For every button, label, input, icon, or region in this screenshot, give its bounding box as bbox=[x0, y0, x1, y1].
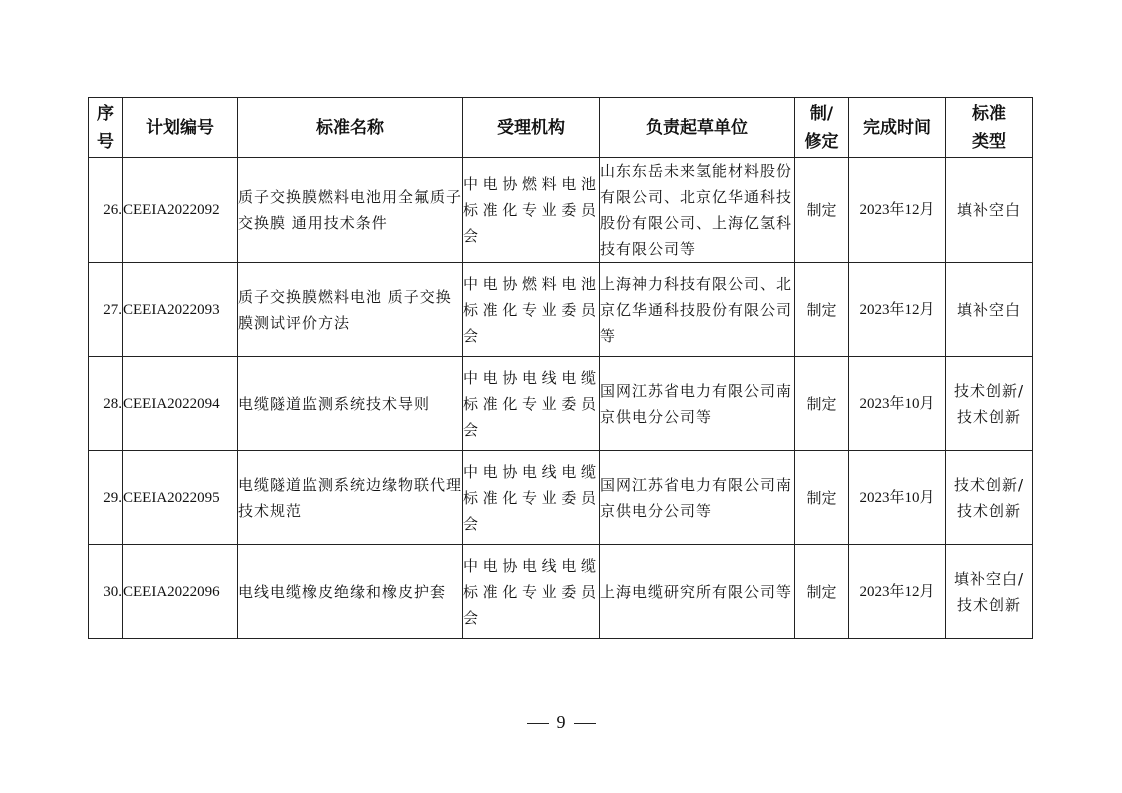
header-standard-name: 标准名称 bbox=[238, 98, 463, 158]
table-row bbox=[89, 263, 1033, 357]
row-plan-code: CEEIA2022095 bbox=[123, 451, 238, 545]
header-type: 制/ 修定 bbox=[795, 98, 849, 158]
row-plan-code: CEEIA2022093 bbox=[123, 263, 238, 357]
row-index: 27. bbox=[89, 263, 123, 357]
row-drafting-unit: 国网江苏省电力有限公司南京供电分公司等 bbox=[600, 451, 795, 545]
header-drafting-unit: 负责起草单位 bbox=[600, 98, 795, 158]
row-drafting-unit: 国网江苏省电力有限公司南京供电分公司等 bbox=[600, 357, 795, 451]
header-accepting-org: 受理机构 bbox=[463, 98, 600, 158]
standards-plan-table bbox=[88, 97, 1033, 639]
row-index: 28. bbox=[89, 357, 123, 451]
page-number: 9 bbox=[556, 712, 566, 732]
row-accepting-org: 中电协电线电缆标准化专业委员会 bbox=[463, 545, 600, 639]
row-standard-name: 质子交换膜燃料电池用全氟质子交换膜 通用技术条件 bbox=[238, 158, 463, 263]
row-accepting-org: 中电协电线电缆标准化专业委员会 bbox=[463, 357, 600, 451]
row-completion-time: 2023年12月 bbox=[849, 545, 946, 639]
row-type: 制定 bbox=[795, 158, 849, 263]
row-type: 制定 bbox=[795, 451, 849, 545]
row-standard-kind: 技术创新/技术创新 bbox=[946, 451, 1033, 545]
row-standard-name: 电线电缆橡皮绝缘和橡皮护套 bbox=[238, 545, 463, 639]
header-standard-kind: 标准 类型 bbox=[946, 98, 1033, 158]
row-standard-kind: 填补空白 bbox=[946, 158, 1033, 263]
footer-dash-right bbox=[574, 723, 596, 724]
row-drafting-unit: 上海神力科技有限公司、北京亿华通科技股份有限公司等 bbox=[600, 263, 795, 357]
table-row bbox=[89, 545, 1033, 639]
row-standard-name: 电缆隧道监测系统边缘物联代理技术规范 bbox=[238, 451, 463, 545]
table-row bbox=[89, 357, 1033, 451]
row-index: 26. bbox=[89, 158, 123, 263]
row-standard-kind: 填补空白/技术创新 bbox=[946, 545, 1033, 639]
row-standard-kind: 填补空白 bbox=[946, 263, 1033, 357]
row-completion-time: 2023年12月 bbox=[849, 263, 946, 357]
table-header-row bbox=[89, 98, 1033, 158]
row-accepting-org: 中电协燃料电池标准化专业委员会 bbox=[463, 263, 600, 357]
row-type: 制定 bbox=[795, 357, 849, 451]
header-plan-code: 计划编号 bbox=[123, 98, 238, 158]
table-row bbox=[89, 158, 1033, 263]
page-footer bbox=[0, 712, 1122, 733]
row-drafting-unit: 上海电缆研究所有限公司等 bbox=[600, 545, 795, 639]
row-standard-kind: 技术创新/技术创新 bbox=[946, 357, 1033, 451]
header-completion-time: 完成时间 bbox=[849, 98, 946, 158]
row-drafting-unit: 山东东岳未来氢能材料股份有限公司、北京亿华通科技股份有限公司、上海亿氢科技有限公司等 bbox=[600, 158, 795, 263]
row-type: 制定 bbox=[795, 545, 849, 639]
row-plan-code: CEEIA2022094 bbox=[123, 357, 238, 451]
row-plan-code: CEEIA2022092 bbox=[123, 158, 238, 263]
row-completion-time: 2023年12月 bbox=[849, 158, 946, 263]
footer-dash-left bbox=[527, 723, 549, 724]
header-index: 序 号 bbox=[89, 98, 123, 158]
row-standard-name: 电缆隧道监测系统技术导则 bbox=[238, 357, 463, 451]
row-accepting-org: 中电协燃料电池标准化专业委员会 bbox=[463, 158, 600, 263]
row-completion-time: 2023年10月 bbox=[849, 451, 946, 545]
row-standard-name: 质子交换膜燃料电池 质子交换膜测试评价方法 bbox=[238, 263, 463, 357]
row-plan-code: CEEIA2022096 bbox=[123, 545, 238, 639]
row-index: 30. bbox=[89, 545, 123, 639]
row-accepting-org: 中电协电线电缆标准化专业委员会 bbox=[463, 451, 600, 545]
row-completion-time: 2023年10月 bbox=[849, 357, 946, 451]
table-row bbox=[89, 451, 1033, 545]
row-type: 制定 bbox=[795, 263, 849, 357]
row-index: 29. bbox=[89, 451, 123, 545]
